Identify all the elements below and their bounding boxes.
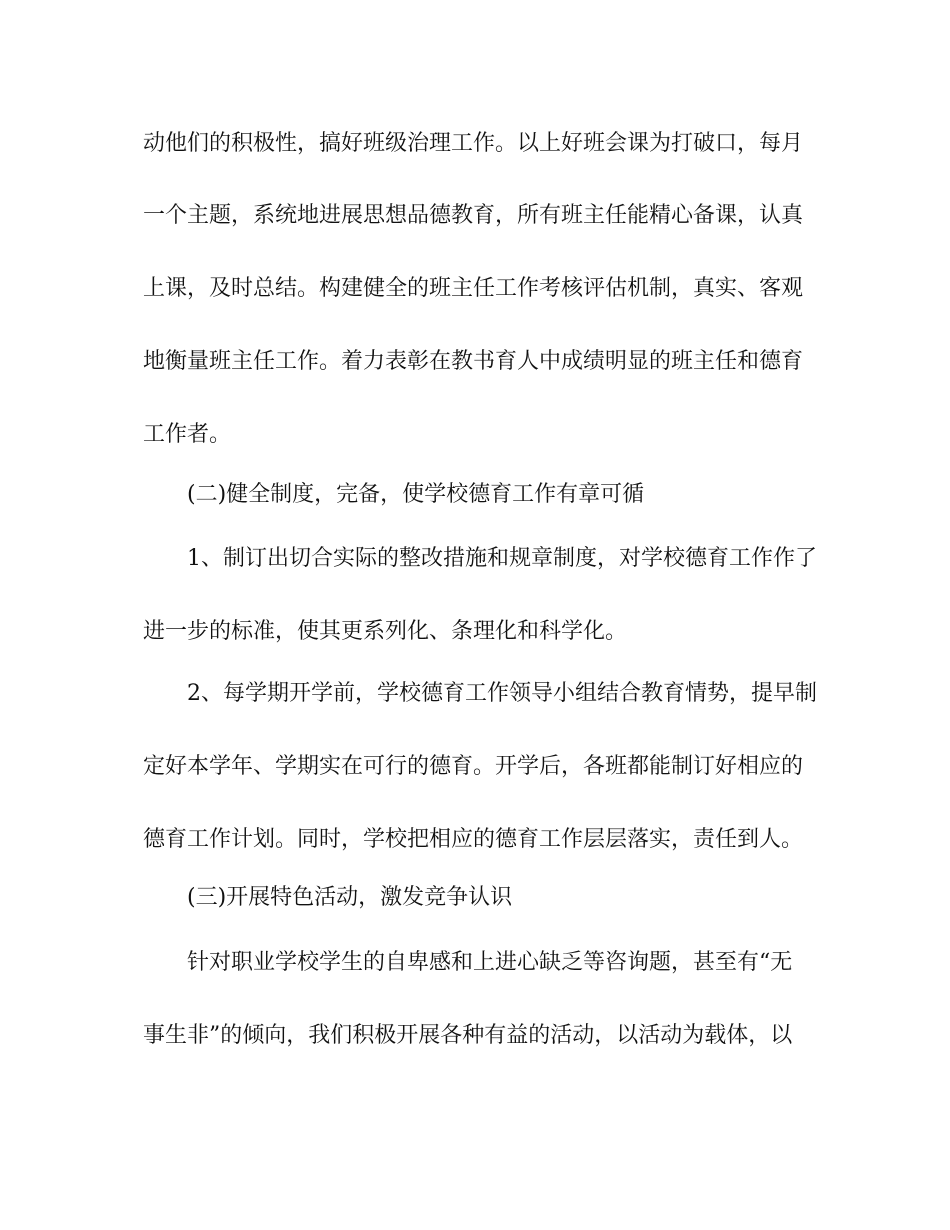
paragraph-line: 1、制订出切合实际的整改措施和规章制度，对学校德育工作作了 (187, 546, 817, 571)
paragraph-line: 进一步的标准，使其更系列化、条理化和科学化。 (143, 619, 628, 644)
paragraph-line: 上课，及时总结。构建健全的班主任工作考核评估机制，真实、客观 (143, 276, 804, 301)
paragraph-line: 德育工作计划。同时，学校把相应的德育工作层层落实，责任到人。 (143, 827, 804, 852)
paragraph-line: 事生非”的倾向，我们积极开展各种有益的活动，以活动为载体，以 (143, 1023, 793, 1048)
paragraph-line: 动他们的积极性，搞好班级治理工作。以上好班会课为打破口，每月 (143, 131, 804, 156)
paragraph-line: 工作者。 (143, 422, 232, 447)
paragraph-line: 定好本学年、学期实在可行的德育。开学后，各班都能制订好相应的 (143, 754, 804, 779)
paragraph-line: 2、每学期开学前，学校德育工作领导小组结合教育情势，提早制 (187, 681, 817, 706)
section-heading: (三)开展特色活动，激发竞争认识 (187, 885, 513, 910)
paragraph-line: 针对职业学校学生的自卑感和上进心缺乏等咨询题，甚至有“无 (187, 950, 793, 975)
paragraph-line: 一个主题，系统地进展思想品德教育，所有班主任能精心备课，认真 (143, 203, 804, 228)
paragraph-line: 地衡量班主任工作。着力表彰在教书育人中成绩明显的班主任和德育 (143, 349, 804, 374)
section-heading: (二)健全制度，完备，使学校德育工作有章可循 (187, 482, 645, 507)
